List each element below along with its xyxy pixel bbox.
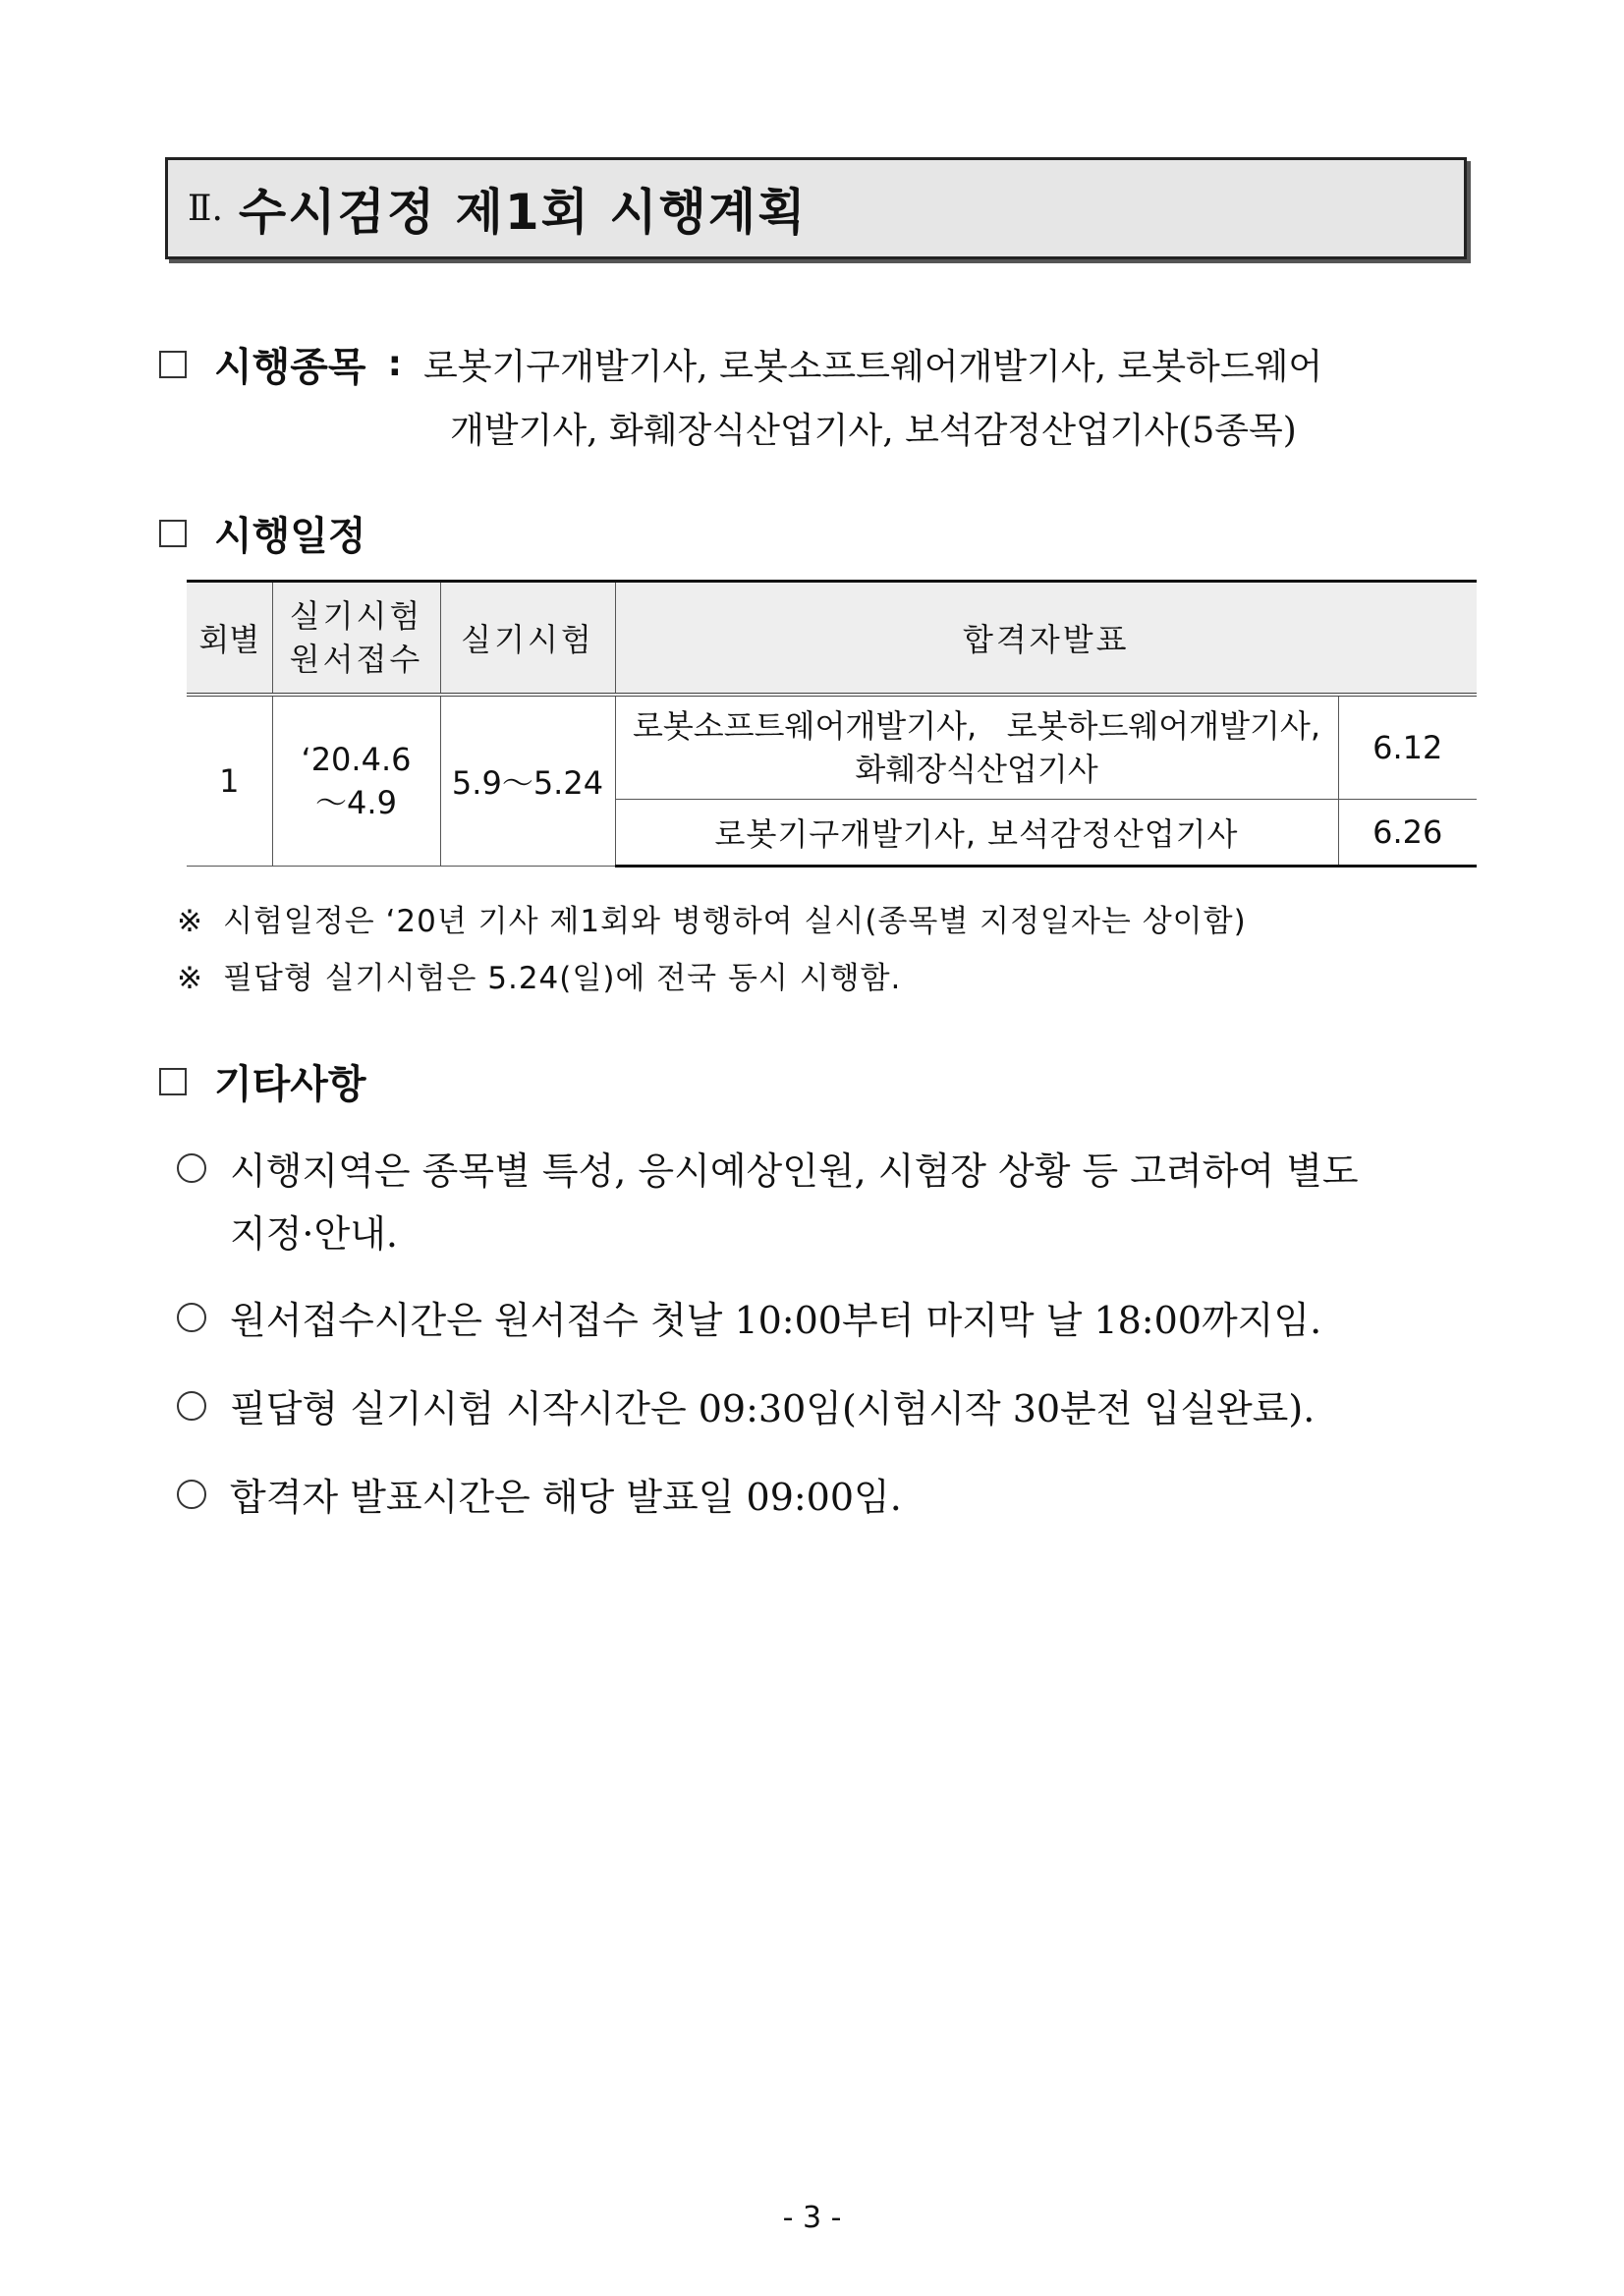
items-line-2: 개발기사, 화훼장식산업기사, 보석감정산업기사(5종목) [450,411,1297,451]
circle-bullet-icon [177,1391,206,1421]
square-bullet-icon [159,520,187,547]
table-header-row [187,582,1477,696]
bullet-2-text: 원서접수시간은 원서접수 첫날 10:00부터 마지막 날 18:00까지임. [230,1299,1322,1342]
cell-apply-line2: ～4.9 [315,784,397,821]
cell-exam: 5.9～5.24 [440,695,615,867]
page-number: - 3 - [782,2201,842,2235]
circle-bullet-icon [177,1303,206,1332]
cell-group2-date: 6.26 [1338,800,1477,867]
cell-apply-line1: ‘20.4.6 [301,741,412,778]
list-item [177,1140,1484,1265]
note-2-text: 필답형 실기시험은 5.24(일)에 전국 동시 시행함. [222,961,902,996]
header-apply-line2: 원서접수 [289,641,423,678]
heading-title: 수시검정 제1회 시행계획 [238,184,808,241]
note-1-text: 시험일정은 ‘20년 기사 제1회와 병행하여 실시(종목별 지정일자는 상이함) [222,904,1247,939]
table-row [187,695,1477,800]
note-2 [177,953,901,997]
items-colon: : [387,344,402,384]
header-apply [272,582,440,696]
cell-group1 [615,695,1338,800]
reference-mark-icon: ※ [177,961,203,996]
heading-number: Ⅱ. [188,188,223,229]
note-1 [177,896,1247,940]
cell-group1-line1: 로봇소프트웨어개발기사, 로봇하드웨어개발기사, [632,707,1320,745]
items-section-header [159,336,1322,392]
bullet-3-text: 필답형 실기시험 시작시간은 09:30임(시험시작 30분전 입실완료). [230,1387,1316,1430]
cell-round: 1 [187,695,272,867]
schedule-section-header [159,505,366,561]
list-item [177,1289,1484,1352]
header-exam: 실기시험 [440,582,615,696]
other-section-header [159,1053,366,1109]
cell-group1-date: 6.12 [1338,695,1477,800]
cell-group2: 로봇기구개발기사, 보석감정산업기사 [615,800,1338,867]
items-line-1: 로봇기구개발기사, 로봇소프트웨어개발기사, 로봇하드웨어 [422,347,1323,387]
schedule-section-title: 시행일정 [214,514,366,559]
schedule-table [187,580,1477,868]
circle-bullet-icon [177,1480,206,1509]
header-announce: 합격자발표 [615,582,1477,696]
section-heading-box [165,157,1467,259]
cell-apply [272,695,440,867]
other-section-title: 기타사항 [214,1062,366,1107]
square-bullet-icon [159,1068,187,1095]
reference-mark-icon: ※ [177,904,203,939]
bullet-4-text: 합격자 발표시간은 해당 발표일 09:00임. [230,1476,902,1519]
list-item [177,1377,1484,1440]
header-round: 회별 [187,582,272,696]
circle-bullet-icon [177,1153,206,1183]
header-apply-line1: 실기시험 [289,597,423,635]
bullet-1-line1: 시행지역은 종목별 특성, 응시예상인원, 시험장 상황 등 고려하여 별도 [230,1149,1359,1193]
square-bullet-icon [159,351,187,378]
cell-group1-line2: 화훼장식산업기사 [855,751,1098,788]
bullet-1-line2: 지정·안내. [230,1212,398,1256]
list-item [177,1466,1484,1529]
items-section-title: 시행종목 [214,345,366,390]
